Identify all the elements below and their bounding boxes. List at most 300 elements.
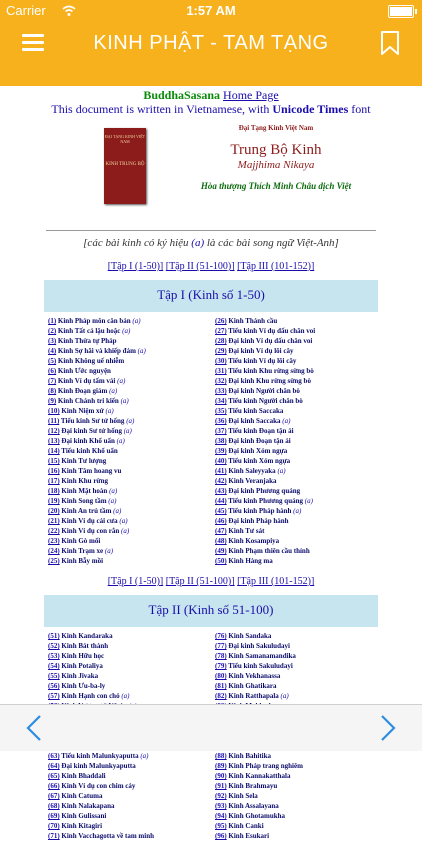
- book-cover-top-text: ĐẠI TẠNG KINH VIỆT NAM: [104, 134, 146, 144]
- sutta-number-link[interactable]: (88): [215, 752, 227, 760]
- back-arrow-icon[interactable]: [20, 713, 50, 743]
- bilingual-mark[interactable]: (a): [126, 417, 135, 425]
- sutta-list-item[interactable]: [215, 536, 378, 546]
- sutta-list-item[interactable]: [48, 631, 211, 641]
- sutta-number-link[interactable]: (55): [48, 672, 60, 680]
- translator: Hòa thượng Thích Minh Châu dịch Việt: [200, 181, 352, 191]
- sutta-title: Kinh Ví dụ con chim cáy: [61, 782, 136, 790]
- sutta-list-item[interactable]: [215, 466, 378, 476]
- sutta-title: Kinh Bhaddali: [61, 772, 106, 780]
- sutta-title: Kinh Veranjaka: [228, 477, 277, 485]
- sutta-title: Kinh Esukari: [228, 832, 270, 840]
- sutta-title: Đại kinh Sư tử hống: [61, 427, 122, 435]
- bookmark-icon[interactable]: [380, 30, 400, 56]
- section-tap-1: [44, 280, 378, 566]
- sutta-list-item[interactable]: [48, 811, 211, 821]
- sutta-list-item[interactable]: [48, 346, 211, 356]
- web-content[interactable]: [0, 86, 422, 840]
- sutta-title: Kinh Niệm xứ: [61, 407, 104, 415]
- sutta-list-item[interactable]: [215, 546, 378, 556]
- sutta-number-link[interactable]: (91): [215, 782, 227, 790]
- bilingual-mark[interactable]: (a): [121, 692, 130, 700]
- sutta-number-link[interactable]: (19): [48, 497, 60, 505]
- sutta-number-link[interactable]: (35): [215, 407, 227, 415]
- sutta-title: Kinh Pháp môn căn bản: [57, 317, 131, 325]
- bilingual-mark[interactable]: (a): [137, 347, 146, 355]
- sutta-list-item[interactable]: [48, 526, 211, 536]
- sutta-list-item[interactable]: [215, 456, 378, 466]
- sutta-list-item[interactable]: [215, 661, 378, 671]
- tome-link-3[interactable]: [Tập III (101-152)]: [237, 261, 315, 272]
- sutta-list-item[interactable]: [215, 751, 378, 761]
- menu-icon[interactable]: [22, 34, 44, 52]
- sutta-title: Kinh Ước nguyện: [57, 367, 111, 375]
- sutta-number-link[interactable]: (23): [48, 537, 60, 545]
- sutta-title: Tiểu kinh Khổ uẩn: [61, 447, 118, 455]
- book-info: [150, 124, 402, 191]
- sutta-number-link[interactable]: (31): [215, 367, 227, 375]
- sutta-title: Đại kinh Ví dụ lõi cây: [228, 347, 294, 355]
- sutta-number-link[interactable]: (34): [215, 397, 227, 405]
- sutta-list-item[interactable]: [48, 771, 211, 781]
- sutta-list-item[interactable]: [48, 691, 211, 701]
- book-title: Trung Bộ Kinh: [230, 142, 322, 158]
- sutta-list-item[interactable]: [215, 781, 378, 791]
- sutta-title: Kinh Tư sát: [228, 527, 265, 535]
- sutta-title: Đại kinh Xóm ngựa: [228, 447, 288, 455]
- sutta-title: Kinh Tâm hoang vu: [61, 467, 122, 475]
- sutta-number-link[interactable]: (65): [48, 772, 60, 780]
- sutta-title: Kinh Vekhanassa: [228, 672, 281, 680]
- sutta-number-link[interactable]: (12): [48, 427, 60, 435]
- sutta-number-link[interactable]: (80): [215, 672, 227, 680]
- sutta-list-item[interactable]: [215, 821, 378, 831]
- sutta-title: Kinh Nalakapana: [61, 802, 115, 810]
- sutta-number-link[interactable]: (3): [48, 337, 57, 345]
- bilingual-mark[interactable]: (a): [293, 507, 302, 515]
- sutta-title: Tiểu kinh Ví dụ lõi cây: [228, 357, 297, 365]
- sutta-number-link[interactable]: (53): [48, 652, 60, 660]
- sutta-title: Kinh Canki: [228, 822, 264, 830]
- sutta-list-item[interactable]: [215, 346, 378, 356]
- sutta-number-link[interactable]: (56): [48, 682, 60, 690]
- sutta-number-link[interactable]: (64): [48, 762, 60, 770]
- sutta-list-item[interactable]: [48, 781, 211, 791]
- home-page-link[interactable]: Home Page: [223, 88, 279, 102]
- sutta-list-item[interactable]: [215, 476, 378, 486]
- sutta-list-item[interactable]: [48, 536, 211, 546]
- sutta-list-item[interactable]: [48, 326, 211, 336]
- sutta-title: Tiểu kinh Phương quảng: [228, 497, 303, 505]
- sutta-number-link[interactable]: (16): [48, 467, 60, 475]
- divider: [46, 230, 376, 231]
- sutta-list-item[interactable]: [215, 641, 378, 651]
- sutta-list-item[interactable]: [215, 556, 378, 566]
- sutta-title: Đại kinh Người chăn bò: [228, 387, 300, 395]
- bilingual-mark[interactable]: (a): [282, 417, 291, 425]
- sutta-list-item[interactable]: [48, 426, 211, 436]
- sutta-number-link[interactable]: (2): [48, 327, 57, 335]
- sutta-title: Kinh Pháp trang nghiêm: [228, 762, 303, 770]
- sutta-list-item[interactable]: [48, 356, 211, 366]
- sutta-list-item[interactable]: [48, 821, 211, 831]
- sutta-list-item[interactable]: [48, 671, 211, 681]
- book-header: [0, 124, 422, 224]
- sutta-list-item[interactable]: [48, 791, 211, 801]
- sutta-title: Kinh Catuma: [61, 792, 103, 800]
- sutta-list-item[interactable]: [215, 366, 378, 376]
- tome-links-2: [0, 576, 422, 587]
- sutta-number-link[interactable]: (6): [48, 367, 57, 375]
- section-left-column: [44, 316, 211, 566]
- sutta-list-item[interactable]: [48, 661, 211, 671]
- sutta-title: Đại kinh Đoạn tận ái: [228, 437, 291, 445]
- sutta-list-item[interactable]: [48, 396, 211, 406]
- clock: 1:57 AM: [186, 3, 236, 18]
- sutta-title: Kinh Hữu học: [61, 652, 105, 660]
- sutta-title: Kinh Song tầm: [61, 497, 107, 505]
- sutta-title: Kinh Hàng ma: [228, 557, 273, 565]
- bilingual-mark[interactable]: (a): [120, 397, 129, 405]
- bilingual-mark[interactable]: (a): [132, 317, 141, 325]
- sutta-title: Tiểu kinh Xóm ngựa: [228, 457, 291, 465]
- sutta-list-item[interactable]: [215, 436, 378, 446]
- sutta-number-link[interactable]: (10): [48, 407, 60, 415]
- sutta-number-link[interactable]: (71): [48, 832, 60, 840]
- sutta-number-link[interactable]: (17): [48, 477, 60, 485]
- font-note-suffix: font: [351, 102, 371, 116]
- font-name: Unicode Times: [272, 102, 349, 116]
- sutta-number-link[interactable]: (28): [215, 337, 227, 345]
- bilingual-mark[interactable]: (a): [119, 517, 128, 525]
- sutta-list-item[interactable]: [215, 811, 378, 821]
- sutta-title: Kinh An trú tầm: [61, 507, 112, 515]
- sutta-title: Kinh Hạnh con chó: [61, 692, 120, 700]
- sutta-list-item[interactable]: [215, 416, 378, 426]
- sutta-title: Kinh Brahmayu: [228, 782, 278, 790]
- note-text-after: là các bài song ngữ Việt-Anh]: [204, 237, 339, 249]
- sutta-list-item[interactable]: [215, 761, 378, 771]
- sutta-number-link[interactable]: (93): [215, 802, 227, 810]
- sutta-number-link[interactable]: (9): [48, 397, 57, 405]
- sutta-list-item[interactable]: [215, 526, 378, 536]
- sutta-list-item[interactable]: [48, 316, 211, 326]
- section-title: Tập I (Kinh số 1-50): [44, 280, 378, 312]
- sutta-title: Kinh Sợ hãi và khiếp đảm: [57, 347, 136, 355]
- sutta-list-item[interactable]: [48, 651, 211, 661]
- sutta-list-item[interactable]: [215, 681, 378, 691]
- book-cover-image: [104, 128, 146, 204]
- sutta-list-item[interactable]: [48, 466, 211, 476]
- sutta-number-link[interactable]: (33): [215, 387, 227, 395]
- bilingual-mark[interactable]: (a): [113, 507, 122, 515]
- sutta-title: Kinh Ví dụ con rắn: [61, 527, 120, 535]
- sutta-list-item[interactable]: [215, 426, 378, 436]
- sutta-list-item[interactable]: [48, 376, 211, 386]
- sutta-number-link[interactable]: (50): [215, 557, 227, 565]
- sutta-number-link[interactable]: (39): [215, 447, 227, 455]
- sutta-number-link[interactable]: (89): [215, 762, 227, 770]
- sutta-list-item[interactable]: [215, 386, 378, 396]
- sutta-number-link[interactable]: (78): [215, 652, 227, 660]
- sutta-title: Kinh Ghotamukha: [228, 812, 286, 820]
- sutta-number-link[interactable]: (43): [215, 487, 227, 495]
- sutta-title: Kinh Kitagiri: [61, 822, 103, 830]
- sutta-number-link[interactable]: (49): [215, 547, 227, 555]
- sutta-list-item[interactable]: [48, 366, 211, 376]
- sutta-title: Kinh Đoạn giảm: [57, 387, 108, 395]
- sutta-title: Kinh Ví dụ tấm vải: [57, 377, 116, 385]
- sutta-title: Kinh Kosampiya: [228, 537, 280, 545]
- sutta-number-link[interactable]: (44): [215, 497, 227, 505]
- sutta-title: Kinh Chánh tri kiến: [57, 397, 119, 405]
- sutta-list-item[interactable]: [48, 476, 211, 486]
- sutta-title: Tiểu kinh Khu rừng sừng bò: [228, 367, 314, 375]
- bilingual-mark[interactable]: (a): [277, 467, 286, 475]
- sutta-number-link[interactable]: (79): [215, 662, 227, 670]
- sutta-title: Kinh Bát thành: [61, 642, 109, 650]
- sutta-number-link[interactable]: (45): [215, 507, 227, 515]
- bilingual-mark[interactable]: (a): [116, 437, 125, 445]
- sutta-title: Kinh Kandaraka: [61, 632, 113, 640]
- site-banner: [0, 88, 422, 116]
- sutta-title: Kinh Kannakatthala: [228, 772, 291, 780]
- bilingual-note: [các bài kinh có ký hiệu (a) là các bài song ngữ Việt-Anh]: [83, 237, 339, 249]
- bilingual-mark[interactable]: (a): [123, 427, 132, 435]
- sutta-title: Kinh Ưu-ba-ly: [61, 682, 106, 690]
- sutta-title: Đại kinh Khổ uẩn: [61, 437, 115, 445]
- sutta-number-link[interactable]: (67): [48, 792, 60, 800]
- sutta-title: Kinh Samanamandika: [228, 652, 296, 660]
- sutta-number-link[interactable]: (11): [48, 417, 60, 425]
- sutta-list-item[interactable]: [48, 416, 211, 426]
- sutta-list-item[interactable]: [215, 336, 378, 346]
- sutta-list-item[interactable]: [215, 791, 378, 801]
- sutta-title: Đại kinh Phương quảng: [228, 487, 301, 495]
- sutta-list-item[interactable]: [215, 486, 378, 496]
- sutta-list-item[interactable]: [215, 651, 378, 661]
- sutta-list-item[interactable]: [215, 496, 378, 506]
- sutta-number-link[interactable]: (52): [48, 642, 60, 650]
- sutta-number-link[interactable]: (38): [215, 437, 227, 445]
- bilingual-mark[interactable]: (a): [140, 752, 149, 760]
- forward-arrow-icon[interactable]: [372, 713, 402, 743]
- tome-link-1[interactable]: [Tập I (1-50)]: [107, 576, 164, 587]
- sutta-number-link[interactable]: (13): [48, 437, 60, 445]
- sutta-list-item[interactable]: [48, 681, 211, 691]
- sutta-title: Kinh Ratthapala: [228, 692, 279, 700]
- bilingual-mark[interactable]: (a): [122, 327, 131, 335]
- sutta-number-link[interactable]: (1): [48, 317, 57, 325]
- sutta-list-item[interactable]: [215, 691, 378, 701]
- sutta-list-item[interactable]: [48, 336, 211, 346]
- sutta-number-link[interactable]: (21): [48, 517, 60, 525]
- sutta-list-item[interactable]: [48, 486, 211, 496]
- sutta-number-link[interactable]: (14): [48, 447, 60, 455]
- sutta-list-item[interactable]: [48, 546, 211, 556]
- sutta-list-item[interactable]: [215, 831, 378, 841]
- sutta-number-link[interactable]: (42): [215, 477, 227, 485]
- sutta-list-item[interactable]: [48, 496, 211, 506]
- sutta-number-link[interactable]: (4): [48, 347, 57, 355]
- bilingual-mark[interactable]: (a): [108, 497, 117, 505]
- sutta-list-item[interactable]: [215, 671, 378, 681]
- font-note: [0, 102, 422, 116]
- sutta-title: Đại kinh Khu rừng sừng bò: [228, 377, 311, 385]
- tome-link-2[interactable]: [Tập II (51-100)]: [165, 261, 235, 272]
- sutta-number-link[interactable]: (8): [48, 387, 57, 395]
- sutta-number-link[interactable]: (81): [215, 682, 227, 690]
- bilingual-mark[interactable]: (a): [105, 407, 114, 415]
- sutta-list-item[interactable]: [215, 801, 378, 811]
- sutta-list-item[interactable]: [215, 316, 378, 326]
- sutta-number-link[interactable]: (46): [215, 517, 227, 525]
- sutta-title: Kinh Tất cả lậu hoặc: [57, 327, 121, 335]
- sutta-title: Kinh Bahitika: [228, 752, 272, 760]
- sutta-list-item[interactable]: [48, 456, 211, 466]
- sutta-title: Kinh Gò mối: [61, 537, 101, 545]
- bottom-toolbar: [0, 704, 422, 751]
- sutta-list-item[interactable]: [48, 516, 211, 526]
- bilingual-mark[interactable]: (a): [104, 547, 114, 555]
- bilingual-mark[interactable]: (a): [280, 692, 289, 700]
- sutta-list-item[interactable]: [215, 396, 378, 406]
- sutta-number-link[interactable]: (29): [215, 347, 227, 355]
- publisher: Đại Tạng Kinh Việt Nam: [238, 124, 314, 132]
- sutta-list-item[interactable]: [48, 446, 211, 456]
- carrier-label: Carrier: [6, 3, 46, 18]
- sutta-list-item[interactable]: [215, 376, 378, 386]
- sutta-list-item[interactable]: [215, 326, 378, 336]
- sutta-title: Kinh Bẫy mồi: [61, 557, 104, 565]
- sutta-list-item[interactable]: [215, 771, 378, 781]
- sutta-number-link[interactable]: (63): [48, 752, 60, 760]
- sutta-number-link[interactable]: (48): [215, 537, 227, 545]
- sutta-title: Kinh Thừa tự Pháp: [57, 337, 117, 345]
- sutta-title: Đại kinh Pháp hành: [228, 517, 289, 525]
- sutta-number-link[interactable]: (24): [48, 547, 60, 555]
- sutta-list-item[interactable]: [48, 831, 211, 841]
- sutta-number-link[interactable]: (32): [215, 377, 227, 385]
- sutta-number-link[interactable]: (5): [48, 357, 57, 365]
- sutta-list-item[interactable]: [48, 436, 211, 446]
- sutta-list-item[interactable]: [48, 801, 211, 811]
- sutta-title: Kinh Thánh cầu: [228, 317, 278, 325]
- sutta-title: Kinh Khu rừng: [61, 477, 109, 485]
- sutta-number-link[interactable]: (37): [215, 427, 227, 435]
- sutta-number-link[interactable]: (54): [48, 662, 60, 670]
- sutta-title: Kinh Assalayana: [228, 802, 279, 810]
- sutta-number-link[interactable]: (96): [215, 832, 227, 840]
- bilingual-mark[interactable]: (a): [109, 487, 118, 495]
- bilingual-mark[interactable]: (a): [304, 497, 313, 505]
- sutta-list-item[interactable]: [48, 641, 211, 651]
- sutta-title: Kinh Gulissani: [61, 812, 107, 820]
- sutta-list-item[interactable]: [215, 631, 378, 641]
- sutta-number-link[interactable]: (47): [215, 527, 227, 535]
- sutta-list-item[interactable]: [48, 761, 211, 771]
- section-title: Tập II (Kinh số 51-100): [44, 595, 378, 627]
- sutta-number-link[interactable]: (95): [215, 822, 227, 830]
- sutta-number-link[interactable]: (82): [215, 692, 227, 700]
- sutta-number-link[interactable]: (26): [215, 317, 227, 325]
- sutta-number-link[interactable]: (92): [215, 792, 227, 800]
- sutta-number-link[interactable]: (70): [48, 822, 60, 830]
- tome-link-3[interactable]: [Tập III (101-152)]: [237, 576, 315, 587]
- bilingual-mark[interactable]: (a): [121, 527, 130, 535]
- sutta-title: Kinh Ví dụ cái cưa: [61, 517, 118, 525]
- sutta-number-link[interactable]: (94): [215, 812, 227, 820]
- sutta-title: Đại kinh Ví dụ dấu chân voi: [228, 337, 313, 345]
- font-note-prefix: This document is written in Vietnamese, with: [51, 102, 270, 116]
- sutta-title: Tiểu kinh Pháp hành: [228, 507, 292, 515]
- sutta-number-link[interactable]: (66): [48, 782, 60, 790]
- sutta-number-link[interactable]: (69): [48, 812, 60, 820]
- sutta-list-item[interactable]: [215, 406, 378, 416]
- sutta-number-link[interactable]: (77): [215, 642, 227, 650]
- sutta-list-item[interactable]: [215, 516, 378, 526]
- sutta-title: Đại kinh Sakuludayi: [228, 642, 290, 650]
- navigation-bar: [0, 0, 422, 86]
- sutta-number-link[interactable]: (25): [48, 557, 60, 565]
- sutta-title: Đại kinh Malunkyaputta: [61, 762, 136, 770]
- sutta-list-item[interactable]: [48, 751, 211, 761]
- sutta-number-link[interactable]: (18): [48, 487, 60, 495]
- sutta-title: Kinh Trạm xe: [61, 547, 104, 555]
- sutta-title: Kinh Mật hoàn: [61, 487, 108, 495]
- sutta-number-link[interactable]: (51): [48, 632, 60, 640]
- sutta-number-link[interactable]: (27): [215, 327, 227, 335]
- sutta-title: Tiểu kinh Ví dụ dấu chân voi: [228, 327, 316, 335]
- sutta-number-link[interactable]: (15): [48, 457, 60, 465]
- sutta-title: Kinh Sandaka: [228, 632, 272, 640]
- sutta-title: Kinh Potaliya: [61, 662, 103, 670]
- tome-link-2[interactable]: [Tập II (51-100)]: [165, 576, 235, 587]
- sutta-number-link[interactable]: (20): [48, 507, 60, 515]
- sutta-number-link[interactable]: (90): [215, 772, 227, 780]
- sutta-list-item[interactable]: [48, 406, 211, 416]
- tome-link-1[interactable]: [Tập I (1-50)]: [107, 261, 164, 272]
- tome-links: [0, 261, 422, 272]
- sutta-title: Kinh Sela: [228, 792, 258, 800]
- bilingual-mark[interactable]: (a): [109, 387, 118, 395]
- sutta-number-link[interactable]: (36): [215, 417, 227, 425]
- sutta-number-link[interactable]: (68): [48, 802, 60, 810]
- sutta-number-link[interactable]: (41): [215, 467, 227, 475]
- sutta-number-link[interactable]: (30): [215, 357, 227, 365]
- status-bar: [0, 0, 422, 22]
- sutta-title: Kinh Không uế nhiễm: [57, 357, 125, 365]
- sutta-list-item[interactable]: [48, 506, 211, 516]
- sutta-title: Kinh Vacchagotta về tam minh: [61, 832, 154, 840]
- sutta-list-item[interactable]: [48, 556, 211, 566]
- sutta-number-link[interactable]: (40): [215, 457, 227, 465]
- sutta-number-link[interactable]: (22): [48, 527, 60, 535]
- sutta-title: Tiểu kinh Người chăn bò: [228, 397, 303, 405]
- sutta-list-item[interactable]: [215, 356, 378, 366]
- sutta-number-link[interactable]: (76): [215, 632, 227, 640]
- sutta-list-item[interactable]: [215, 506, 378, 516]
- sutta-number-link[interactable]: (57): [48, 692, 60, 700]
- brand-name: BuddhaSasana: [143, 88, 221, 102]
- book-cover-title-text: KINH TRUNG BỘ: [105, 162, 145, 167]
- sutta-list-item[interactable]: [215, 446, 378, 456]
- sutta-number-link[interactable]: (7): [48, 377, 57, 385]
- battery-icon: [388, 5, 414, 18]
- sutta-list-item[interactable]: [48, 386, 211, 396]
- sutta-title: Kinh Jivaka: [61, 672, 99, 680]
- bilingual-mark[interactable]: (a): [117, 377, 126, 385]
